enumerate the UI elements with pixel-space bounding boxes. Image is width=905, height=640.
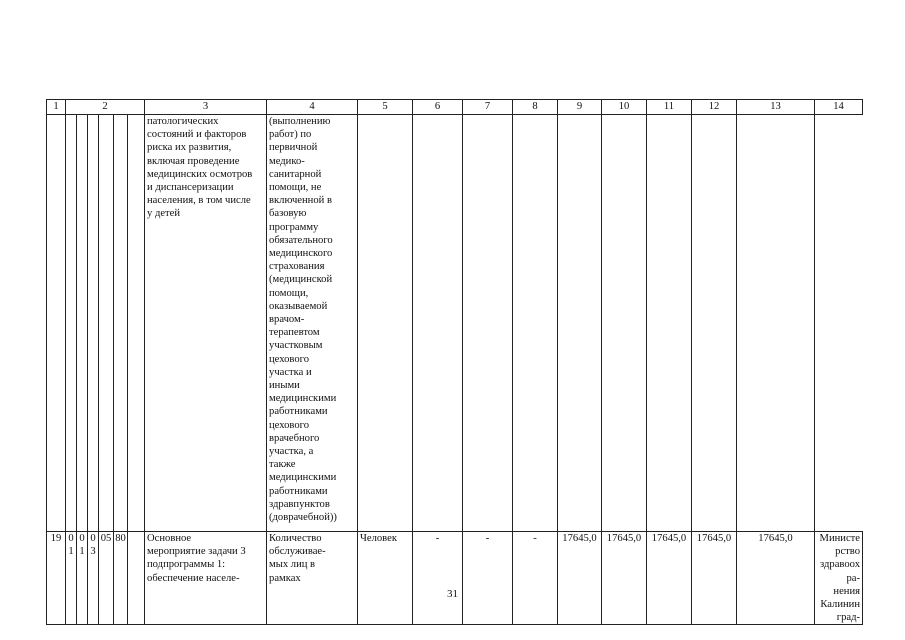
cell-indicator: (выполнению работ) по первичной медико- санитарной помощи, не включенной в базовую программу обязательного медицинского страхования (медицинской помощи, оказываемой врачом- терапевтом участковым цехового участка и иными медицинскими работниками цехового врачебного участка, а также медицинскими работниками здравпунктов (доврачебной)) <box>267 115 358 532</box>
header-col-8: 8 <box>513 100 558 115</box>
cell-code: 01 <box>77 532 88 625</box>
cell-code: 01 <box>66 532 77 625</box>
cell-value <box>602 115 647 532</box>
cell-responsible <box>737 115 815 532</box>
cell-unit: Человек <box>358 532 413 625</box>
cell-value <box>413 115 463 532</box>
cell-value: 17645,0 <box>602 532 647 625</box>
header-col-3: 3 <box>145 100 267 115</box>
cell-value <box>513 115 558 532</box>
header-col-4: 4 <box>267 100 358 115</box>
header-col-1: 1 <box>47 100 66 115</box>
header-col-12: 12 <box>692 100 737 115</box>
cell-code <box>128 532 145 625</box>
header-row <box>47 100 863 115</box>
header-col-6: 6 <box>413 100 463 115</box>
table-row <box>47 115 863 532</box>
table-row <box>47 532 863 625</box>
page-number: 31 <box>447 588 458 600</box>
cell-code <box>77 115 88 532</box>
cell-value: 17645,0 <box>558 532 602 625</box>
header-col-13: 13 <box>737 100 815 115</box>
header-col-5: 5 <box>358 100 413 115</box>
header-col-7: 7 <box>463 100 513 115</box>
cell-unit <box>358 115 413 532</box>
header-col-9: 9 <box>558 100 602 115</box>
cell-value <box>692 115 737 532</box>
cell-value <box>463 115 513 532</box>
cell-event-name: патологических состояний и факторов риска их развития, включая проведение медицинских осмотров и диспансеризации населения, в том числе у детей <box>145 115 267 532</box>
cell-num <box>47 115 66 532</box>
cell-value: - <box>413 532 463 625</box>
cell-responsible: Министерство здравоохра- нения Калининград- <box>815 532 863 625</box>
cell-num: 19 <box>47 532 66 625</box>
cell-value: 17645,0 <box>647 532 692 625</box>
cell-value: 17645,0 <box>737 532 815 625</box>
cell-value: 17645,0 <box>692 532 737 625</box>
header-col-14: 14 <box>815 100 863 115</box>
header-col-2: 2 <box>66 100 145 115</box>
cell-code <box>66 115 77 532</box>
cell-value: - <box>463 532 513 625</box>
cell-code: 03 <box>88 532 99 625</box>
cell-event-name: Основное мероприятие задачи 3 подпрограммы 1: обеспечение населе- <box>145 532 267 625</box>
cell-code <box>99 115 114 532</box>
cell-code <box>88 115 99 532</box>
header-col-10: 10 <box>602 100 647 115</box>
program-table <box>46 99 863 625</box>
cell-value <box>558 115 602 532</box>
cell-indicator: Количество обслуживае- мых лиц в рамках <box>267 532 358 625</box>
cell-code: 05 <box>99 532 114 625</box>
cell-value: - <box>513 532 558 625</box>
cell-code <box>128 115 145 532</box>
cell-code <box>114 115 128 532</box>
cell-code: 80 <box>114 532 128 625</box>
cell-value <box>647 115 692 532</box>
header-col-11: 11 <box>647 100 692 115</box>
